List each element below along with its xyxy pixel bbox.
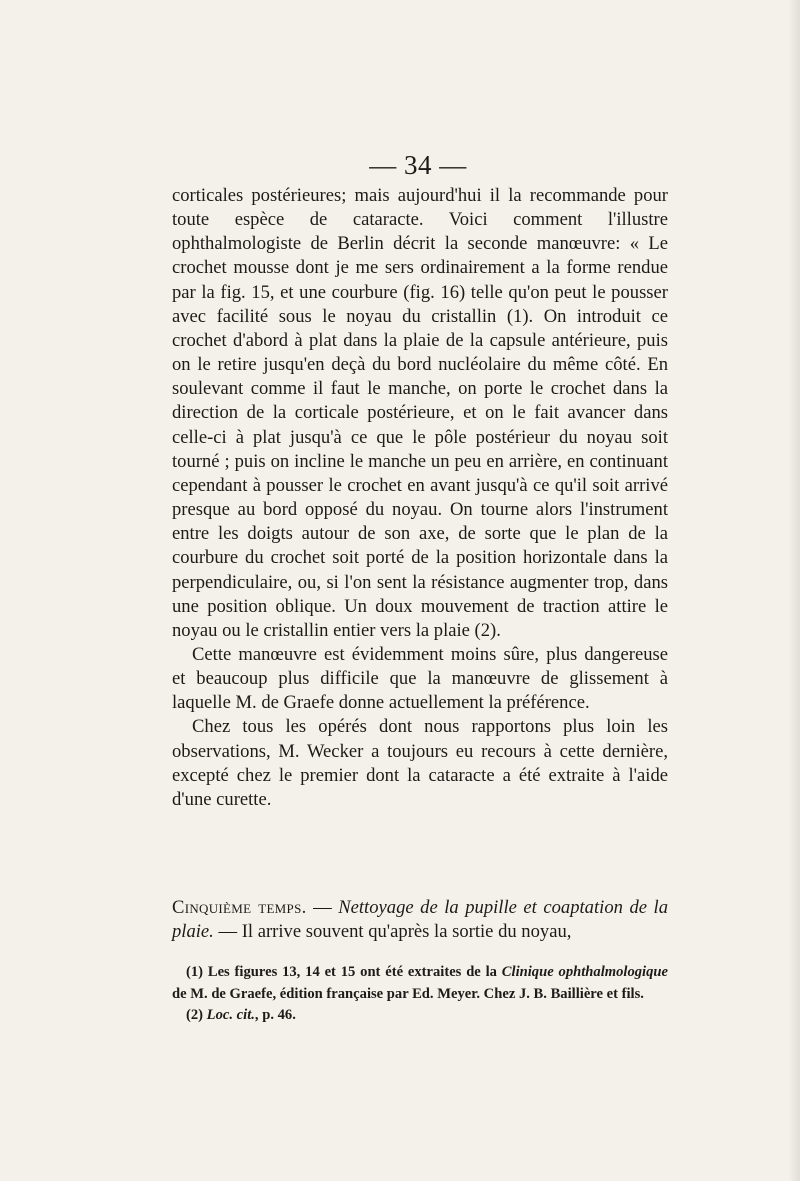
footnote-2-marker: (2)	[186, 1007, 207, 1023]
page-number: — 34 —	[369, 150, 467, 180]
footnote-1-title: Clinique ophthalmologique	[501, 964, 669, 980]
footnote-1-source: de M. de Graefe, édition française par Ed. Meyer. Chez J. B. Baillière et fils.	[172, 985, 644, 1002]
paragraph-1: corticales postérieures; mais aujourd'hui il la recommande pour toute espèce de cataracte. Voici comment l'illustre ophthalmologiste de Berlin décrit la seconde manœuvre: « Le crochet mousse dont je me sers ordinairement a la forme rendue par la fig. 15, et une courbure (fig. 16) telle qu'on peut le pousser avec facilité sous le noyau du cristallin (1). On introduit ce crochet d'abord à plat dans la plaie de la capsule antérieure, puis on le retire jusqu'en deçà du bord nucléolaire du même côté. En soulevant comme il faut le manche, on porte le crochet dans la direction de la corticale postérieure, et on le fait avancer dans celle-ci à plat jusqu'à ce que le pôle postérieur du noyau soit tourné ; puis on incline le manche un peu en arrière, en continuant cependant à pousser le crochet en avant jusqu'à ce qu'il soit arrivé presque au bord opposé du noyau. On tourne alors l'instrument entre les doigts autour de son axe, de sorte que le plan de la courbure du crochet soit porté de la position horizontale dans la perpendiculaire, ou, si l'on sent la résistance augmenter trop, dans une position oblique. Un doux mouvement de traction attire le noyau ou le cristallin entier vers la plaie (2).	[172, 185, 668, 641]
paragraph-3: Chez tous les opérés dont nous rapportons plus loin les observations, M. Wecker a toujours eu recours à cette dernière, excepté chez le premier dont la cataracte a été extraite à l'aide d'une curette.	[172, 716, 668, 810]
body-text	[172, 184, 668, 812]
section-label: Cinquième temps.	[172, 897, 307, 918]
paragraph-2: Cette manœuvre est évidemment moins sûre, plus dangereuse et beaucoup plus difficile que la manœuvre de glissement à laquelle M. de Graefe donne actuellement la préférence.	[172, 643, 668, 714]
footnote-1-text: (1) Les figures 13, 14 et 15 ont été extraites de la	[186, 964, 502, 980]
section-dash: —	[306, 897, 339, 918]
section-text: — Il arrive souvent qu'après la sortie du noyau,	[213, 921, 572, 943]
footnote-1	[172, 962, 668, 1005]
footnotes	[172, 962, 668, 1027]
section-cinquieme-temps	[172, 896, 668, 944]
section-title: Nettoyage de la pupille et coaptation de la plaie.	[172, 897, 668, 943]
footnote-2-page: , p. 46.	[254, 1007, 296, 1023]
section-paragraph	[172, 896, 668, 944]
footnote-2-ref: Loc. cit.	[206, 1007, 255, 1023]
footnote-2	[172, 1005, 668, 1027]
